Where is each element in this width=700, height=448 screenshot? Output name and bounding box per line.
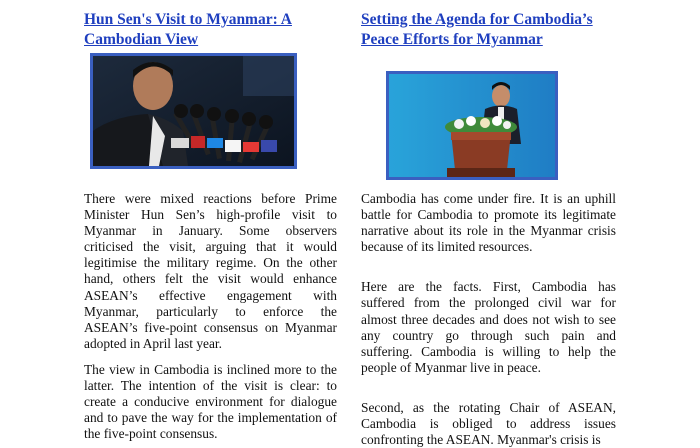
right-article-headline-link[interactable]: Setting the Agenda for Cambodia’s Peace Efforts for Myanmar <box>361 11 593 48</box>
left-article-paragraph: There were mixed reactions before Prime Minister Hun Sen’s high-profile visit to Myanmar in January. Some observers criticised the visit, arguing that it would legitimise the military regime. On the other hand, others felt the visit would enhance ASEAN’s effective engagement with Myanmar, particularly to enforce the ASEAN’s five-point consensus on Myanmar adopted in April last year. <box>84 191 337 351</box>
right-article-photo <box>386 71 558 180</box>
right-article-body <box>361 191 616 448</box>
speaker-at-podium-image <box>389 74 555 177</box>
right-article-paragraph: Here are the facts. First, Cambodia has suffered from the prolonged civil war for almost three decades and does not wish to see any country go through such pain and suffering. Cambodia is willing to help the people of Myanmar live in peace. <box>361 279 616 375</box>
left-article-body <box>84 191 337 442</box>
right-article-paragraph: Cambodia has come under fire. It is an uphill battle for Cambodia to promote its legitimate narrative about its role in the Myanmar crisis because of its limited resources. <box>361 191 616 255</box>
left-article-photo <box>90 53 297 169</box>
right-article <box>361 0 616 50</box>
left-article <box>84 0 337 50</box>
left-article-paragraph: The view in Cambodia is inclined more to the latter. The intention of the visit is clear: to create a conducive environment for dialogue and to pave the way for the implementation of the five-point consensus. <box>84 361 337 442</box>
right-article-paragraph: Second, as the rotating Chair of ASEAN, Cambodia is obliged to address issues confronting the ASEAN. Myanmar's crisis is <box>361 399 616 448</box>
left-article-headline-link[interactable]: Hun Sen's Visit to Myanmar: A Cambodian View <box>84 11 292 48</box>
speaker-at-microphones-image <box>93 56 294 166</box>
